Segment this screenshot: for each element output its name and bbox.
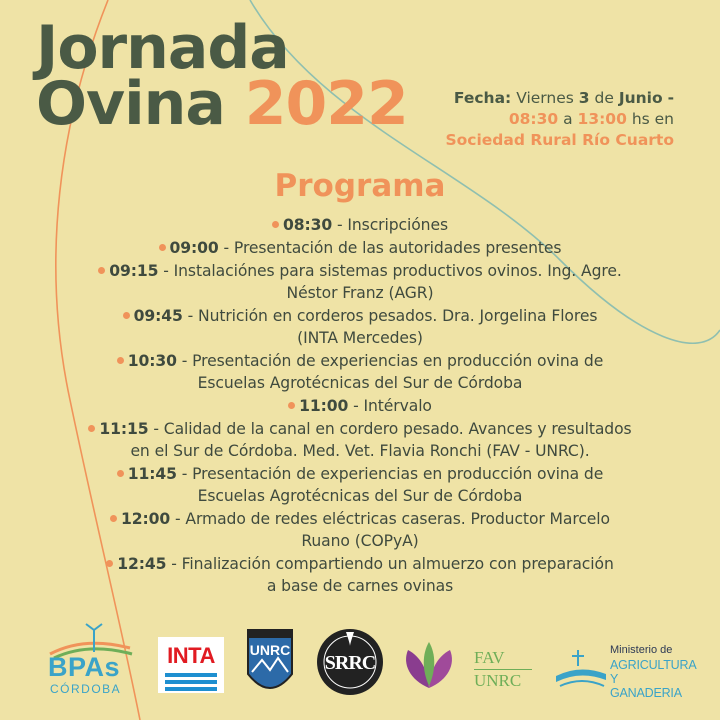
- unrc-logo: UNRC: [246, 628, 294, 698]
- schedule-description-cont: (INTA Mercedes): [297, 329, 423, 347]
- bullet-dot-icon: [123, 312, 130, 319]
- bullet-dot-icon: [106, 560, 113, 567]
- schedule-item: [40, 350, 680, 394]
- schedule-description: - Instalaciónes para sistemas productivos ovinos. Ing. Agre.: [158, 262, 622, 280]
- bullet-dot-icon: [98, 267, 105, 274]
- schedule-time: 10:30: [127, 352, 177, 370]
- schedule-item: [40, 214, 680, 236]
- schedule-time: 09:45: [133, 307, 183, 325]
- title-year: 2022: [244, 69, 408, 139]
- schedule-item: [40, 553, 680, 597]
- schedule-time: 08:30: [283, 216, 333, 234]
- sponsor-logos: [38, 622, 697, 702]
- schedule-description-cont: en el Sur de Córdoba. Med. Vet. Flavia Ronchi (FAV - UNRC).: [130, 442, 590, 460]
- schedule-item: [40, 395, 680, 417]
- event-title: [36, 13, 408, 139]
- bpas-cordoba-logo: BPAs CÓRDOBA: [44, 622, 136, 700]
- bullet-dot-icon: [288, 402, 295, 409]
- bullet-dot-icon: [117, 470, 124, 477]
- inta-logo: INTA: [158, 637, 224, 693]
- title-line1: Jornada: [36, 13, 289, 83]
- schedule-time: 09:00: [169, 239, 219, 257]
- schedule-description: - Finalización compartiendo un almuerzo con preparación: [166, 555, 614, 573]
- bullet-dot-icon: [110, 515, 117, 522]
- fav-leaf-icon: [400, 640, 458, 690]
- schedule-description-cont: Escuelas Agrotécnicas del Sur de Córdoba: [197, 374, 523, 392]
- schedule-item: [40, 260, 680, 304]
- schedule-description: - Calidad de la canal en cordero pesado. Avances y resultados: [148, 420, 632, 438]
- end-time: 13:00: [577, 110, 627, 128]
- bullet-dot-icon: [159, 244, 166, 251]
- schedule-description: - Inscripciónes: [332, 216, 448, 234]
- unrc-shield-icon: [246, 628, 294, 698]
- title-line2: Ovina 2022: [36, 69, 408, 139]
- bullet-dot-icon: [272, 221, 279, 228]
- schedule-time: 12:00: [121, 510, 171, 528]
- schedule-description: - Nutrición en corderos pesados. Dra. Jorgelina Flores: [182, 307, 598, 325]
- fav-unrc-logo: FAV UNRC: [474, 648, 554, 692]
- schedule-time: 12:45: [117, 555, 167, 573]
- bullet-dot-icon: [117, 357, 124, 364]
- schedule-description: - Presentación de experiencias en producción ovina de: [176, 465, 604, 483]
- start-time: 08:30: [508, 110, 559, 128]
- schedule-item: [40, 237, 680, 259]
- schedule-description: - Intérvalo: [348, 397, 432, 415]
- ministerio-emblem-icon: [552, 646, 608, 690]
- schedule-description-cont: a base de carnes ovinas: [266, 577, 454, 595]
- schedule-description: - Presentación de experiencias en producción ovina de: [176, 352, 604, 370]
- schedule-item: [40, 305, 680, 349]
- venue: Sociedad Rural Río Cuarto: [445, 131, 674, 149]
- event-date-info: Fecha: Viernes 3 de Junio - 08:30 a 13:00 hs en Sociedad Rural Río Cuarto: [445, 89, 674, 149]
- schedule-item: [40, 418, 680, 462]
- schedule-list: [40, 214, 680, 598]
- schedule-description-cont: Escuelas Agrotécnicas del Sur de Córdoba: [197, 487, 523, 505]
- schedule-item: [40, 463, 680, 507]
- ministerio-logo: Ministerio de AGRICULTURA Y GANADERIA: [552, 642, 682, 698]
- sociedad-rural-logo: SRRC: [316, 628, 384, 696]
- fecha-label: Fecha:: [453, 89, 512, 107]
- schedule-description-cont: Ruano (COPyA): [301, 532, 419, 550]
- schedule-description: - Armado de redes eléctricas caseras. Productor Marcelo: [170, 510, 610, 528]
- schedule-time: 11:00: [299, 397, 349, 415]
- schedule-item: [40, 508, 680, 552]
- schedule-time: 11:45: [127, 465, 177, 483]
- schedule-description-cont: Néstor Franz (AGR): [286, 284, 434, 302]
- schedule-time: 09:15: [109, 262, 159, 280]
- schedule-description: - Presentación de las autoridades presentes: [218, 239, 562, 257]
- bullet-dot-icon: [88, 425, 95, 432]
- schedule-time: 11:15: [99, 420, 149, 438]
- programa-heading: Programa: [274, 168, 446, 204]
